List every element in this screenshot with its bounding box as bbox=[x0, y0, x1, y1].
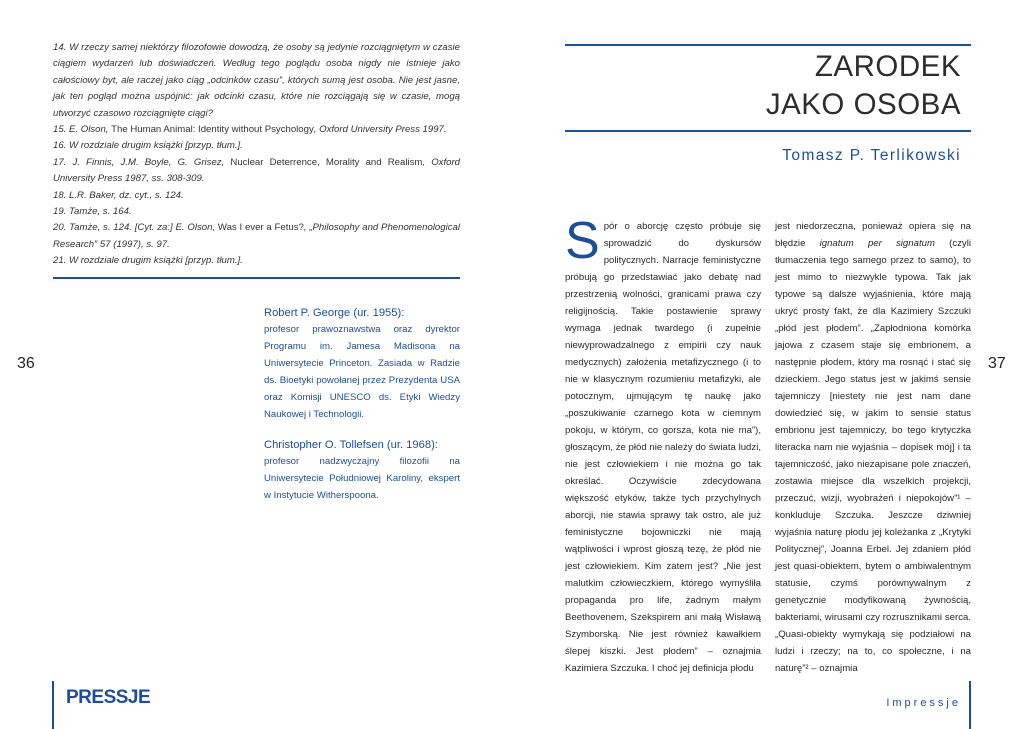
magazine-name: Impressje bbox=[886, 697, 961, 709]
drop-cap: S bbox=[565, 212, 600, 270]
footnote-15: 15. E. Olson, The Human Animal: Identity without Psychology, Oxford University Press 1997. bbox=[53, 124, 447, 136]
title-line: JAKO OSOBA bbox=[765, 88, 961, 121]
title-bottom-rule bbox=[565, 130, 971, 132]
article-text: pór o aborcję często próbuje się sprowadzić do dyskursów politycznych. Narracje feministyczne próbują go przedstawiać jako debatę nad przestrzenią wolności, granicami prawa czy religijnością. Takie postawienie sprawy wymaga jednak twardego (i zupełnie niewyprowadzalnego z empirii czy nauk medycznych) założenia metafizycznego (i to nie w klasycznym rozumieniu metafizyki, ale potocznym, ujmującym tę naukę jako „poszukiwanie czarnego kota w ciemnym pokoju, w którym, co gorsza, kota nie ma”), głoszącym, że płód nie należy do świata ludzi, nie jest człowiekiem i nie można go tak określać. Oczywiście zdecydowana większość etyków, także tych przychylnych aborcji, nie stawia sprawy tak ostro, ale już feministyczne bojowniczki nie mają wątpliwości i wprost głoszą tezę, że płód nie jest człowiekiem. Kim zatem jest? „Nie jest malutkim człowieczkiem, którego wymyśliła propaganda pro life, żadnym małym Beethovenem, Szekspirem ani małą Wisławą Szymborską. Nie jest również kawałkiem ślepej kiszki. Jest płodem” – oznajmia Kazimiera Szczuka. I choć jej definicja płodu bbox=[565, 221, 761, 674]
article-text: jest niedorzeczna, ponieważ opiera się na błędzie ignatum per signatum (czyli tłumaczenia tego samego przez to samo), to jest mimo to niezwykle typowa. Tak jak typowe są dalsze wyjaśnienia, które mają ukryć prosty fakt, że dla Kazimiery Szczuki „płód jest płodem”. „Zapłodniona komórka jajowa z czasem staje się embrionem, a następnie płodem, który ma rosnąć i stać się dzieckiem. Jego status jest w jakimś sensie tajemniczy [niestety nie jest nam dane dowiedzieć się, w jakim to sensie status embrionu jest tajemniczy, bo tego krytyczka literacka nam nie wyjaśnia – dopisek mój] i ta tajemniczość, jako niezapisane pole znaczeń, zostawia miejsce dla wszelkich projekcji, przeczuć, wizji, wyobrażeń i niepokojów”¹ – konkluduje Szczuka. Jeszcze dziwniej wyjaśnia naturę płodu jej koleżanka z „Krytyki Politycznej”, Joanna Erbel. Jej zdaniem płód jest quasi-obiektem, bytem o ambiwalentnym statusie, czymś porównywalnym z genetycznie modyfikowaną żywnością, bakteriami, wirusami czy rozrusznikami serca. „Quasi-obiekty wymykają się podziałowi na ludzi i rzeczy; na to, co społeczne, i na naturę”² – oznajmia bbox=[775, 221, 971, 674]
article-author: Tomasz P. Terlikowski bbox=[782, 147, 961, 164]
footnote-16: 16. W rozdziale drugim książki [przyp. tłum.]. bbox=[53, 140, 243, 152]
article-column-2 bbox=[775, 218, 971, 677]
bio-name: Robert P. George (ur. 1955): bbox=[264, 307, 405, 319]
title-line: ZARODEK bbox=[814, 50, 961, 83]
footnote-21: 21. W rozdziale drugim książki [przyp. tłum.]. bbox=[53, 255, 243, 267]
left-footer-rule bbox=[52, 681, 54, 729]
footnote-18: 18. L.R. Baker, dz. cyt., s. 124. bbox=[53, 189, 184, 201]
left-divider-rule bbox=[53, 277, 460, 279]
bio-name: Christopher O. Tollefsen (ur. 1968): bbox=[264, 439, 438, 452]
page-number-right: 37 bbox=[988, 355, 1006, 372]
author-bios bbox=[264, 305, 460, 519]
article-title bbox=[641, 48, 961, 124]
footnote-14: 14. W rzeczy samej niektórzy filozofowie dowodzą, że osoby są jedynie rozciągniętym w czasie ciągiem wydarzeń lub doświadczeń. Według tego poglądu osoba nigdy nie istnieje jako całościowy byt, ale raczej jako ciąg „odcinków czasu”, których sumą jest osoba. Nie jest jasne, jak ten pogląd można uspójnić: jak odcinki czasu, które nie rozciągają się w czasie, mogą utworzyć czasowo rozciągnięte ciągi? bbox=[53, 42, 460, 119]
footnote-17: 17. J. Finnis, J.M. Boyle, G. Grisez, Nuclear Deterrence, Morality and Realism, Oxford University Press 1987, ss. 308-309. bbox=[53, 156, 461, 185]
page-number-left: 36 bbox=[17, 355, 35, 372]
footnotes bbox=[53, 40, 460, 270]
article-column-1 bbox=[565, 212, 761, 677]
footnote-19: 19. Tamże, s. 164. bbox=[53, 206, 132, 218]
footnote-20: 20. Tamże, s. 124. [Cyt. za:] E. Olson, Was I ever a Fetus?, „Philosophy and Phenomenological Research” 57 (1997), s. 97. bbox=[53, 222, 460, 250]
right-footer-rule bbox=[969, 681, 971, 729]
brand-logo: PRESSJE bbox=[66, 687, 151, 708]
title-top-rule bbox=[565, 44, 971, 46]
bio-description: profesor nadzwyczajny filozofii na Uniwersytecie Południowej Karoliny, ekspert w Instytucie Witherspoona. bbox=[264, 456, 460, 502]
bio-description: profesor prawoznawstwa oraz dyrektor Programu im. Jamesa Madisona na Uniwersytecie Princeton. Zasiada w Radzie ds. Bioetyki powołanej przez Prezydenta USA oraz Komisji UNESCO ds. Etyki Wiedzy Naukowej i Technologii. bbox=[264, 324, 460, 420]
